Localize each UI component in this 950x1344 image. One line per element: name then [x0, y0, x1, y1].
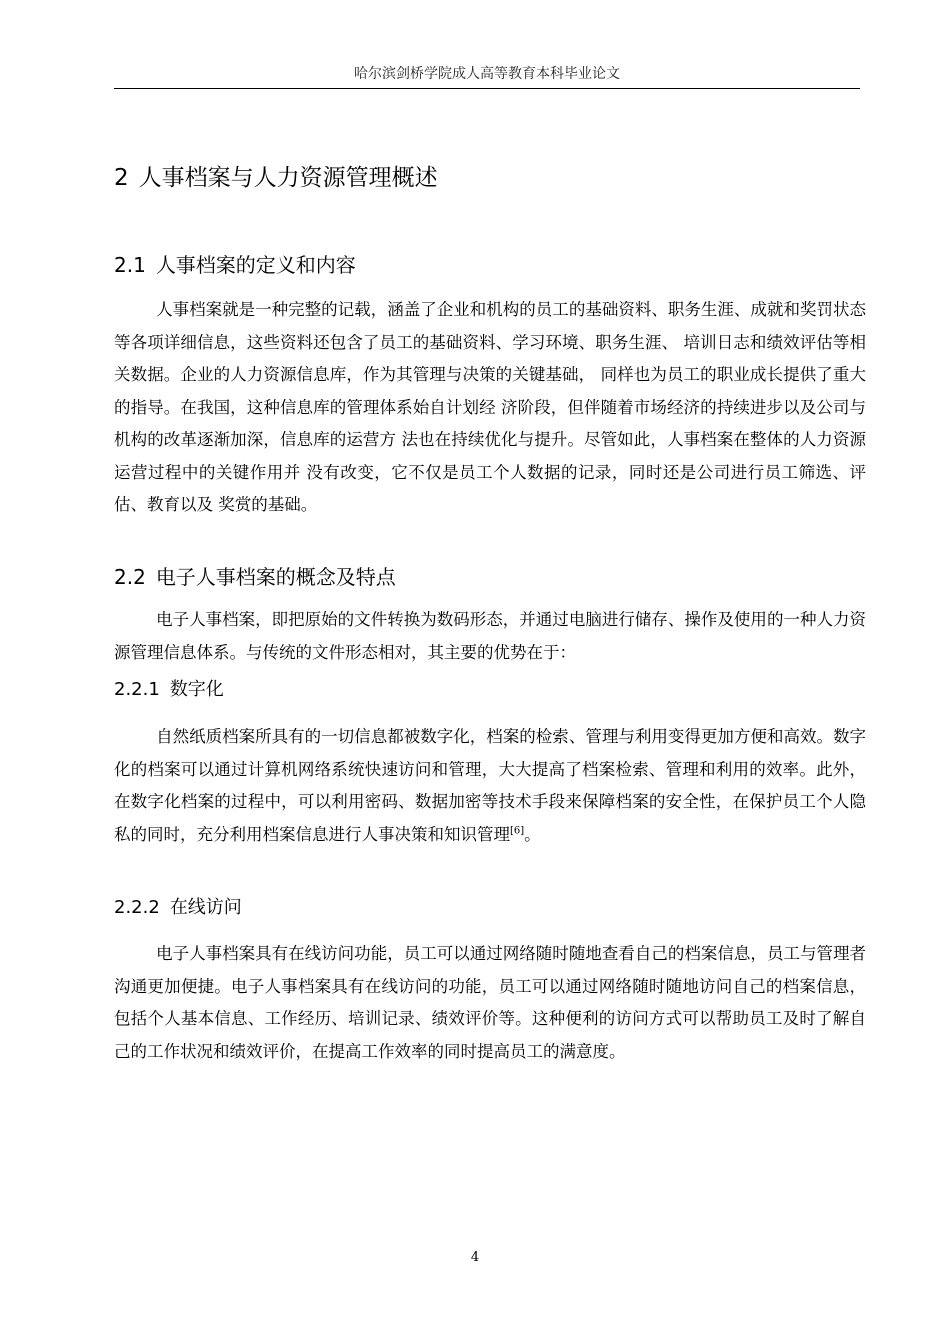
section-title: 人事档案的定义和内容 [155, 253, 356, 277]
section-heading-2-2 [114, 564, 396, 590]
chapter-heading [114, 163, 438, 193]
subsection-heading-2-2-1 [114, 678, 224, 702]
section-title: 电子人事档案的概念及特点 [155, 565, 396, 589]
paragraph-end: 。 [524, 824, 541, 844]
paragraph-2-1: 人事档案就是一种完整的记载，涵盖了企业和机构的员工的基础资料、职务生涯、成就和奖罚状态等各项详细信息，这些资料还包含了员工的基础资料、学习环境、职务生涯、 培训日志和绩效评估等相关数据。企业的人力资源信息库，作为其管理与决策的关键基础， 同样也为员工的职业成长提供了重大的指导。在我国，这种信息库的管理体系始自计划经 济阶段，但伴随着市场经济的持续进步以及公司与机构的改革逐渐加深，信息库的运营方 法也在持续优化与提升。尽管如此，人事档案在整体的人力资源运营过程中的关键作用并 没有改变，它不仅是员工个人数据的记录，同时还是公司进行员工筛选、评估、教育以及 奖赏的基础。 [114, 300, 866, 514]
section-number: 2.2 [114, 565, 146, 589]
page-header: 哈尔滨剑桥学院成人高等教育本科毕业论文 [354, 66, 620, 82]
subsection-number: 2.2.2 [114, 897, 160, 918]
paragraph-text: 自然纸质档案所具有的一切信息都被数字化，档案的检索、管理与利用变得更加方便和高效。数字化的档案可以通过计算机网络系统快速访问和管理，大大提高了档案检索、管理和利用的效率。此外，在数字化档案的过程中，可以利用密码、数据加密等技术手段来保障档案的安全性，在保护员工个人隐私的同时，充分利用档案信息进行人事决策和知识管理 [114, 727, 866, 844]
subsection-number: 2.2.1 [114, 679, 160, 700]
chapter-title: 人事档案与人力资源管理概述 [138, 165, 438, 191]
section-heading-2-1 [114, 252, 356, 278]
paragraph-2-2-2: 电子人事档案具有在线访问功能，员工可以通过网络随时随地查看自己的档案信息，员工与管理者沟通更加便捷。电子人事档案具有在线访问的功能，员工可以通过网络随时随地访问自己的档案信息，包括个人基本信息、工作经历、培训记录、绩效评价等。这种便利的访问方式可以帮助员工及时了解自己的工作状况和绩效评价，在提高工作效率的同时提高员工的满意度。 [114, 944, 866, 1061]
page-number: 4 [470, 1250, 480, 1265]
section-number: 2.1 [114, 253, 146, 277]
paragraph-2-2: 电子人事档案，即把原始的文件转换为数码形态，并通过电脑进行储存、操作及使用的一种人力资源管理信息体系。与传统的文件形态相对，其主要的优势在于： [114, 610, 866, 662]
subsection-title: 在线访问 [169, 897, 242, 918]
subsection-title: 数字化 [169, 679, 224, 700]
chapter-number: 2 [114, 165, 129, 191]
paragraph-2-2-1 [114, 721, 866, 851]
header-rule [114, 88, 860, 89]
citation-ref: [6] [510, 825, 525, 836]
subsection-heading-2-2-2 [114, 896, 242, 920]
